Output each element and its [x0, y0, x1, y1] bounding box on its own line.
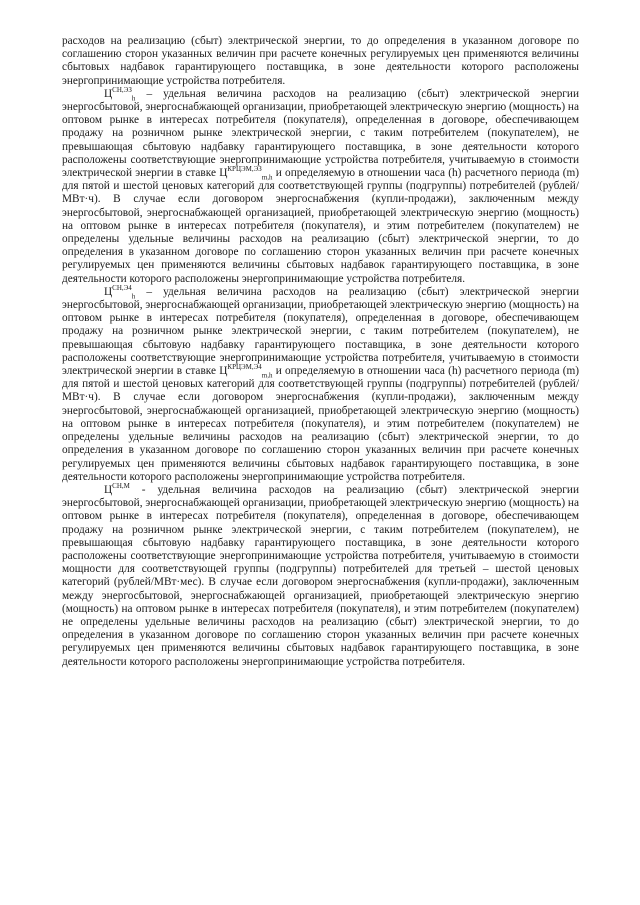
paragraph-continuation: [62, 35, 579, 88]
paragraph-text: – удельная величина расходов на реализацию (сбыт) электрической энергии энергосбытовой, энергоснабжающей организации, приобретающей электрическую энергию (мощность) на оптовом рынке в интересах потребителя (покупателя), определенная в договоре, обеспечивающем продажу на розничном рынке электрической энергии, с таким потребителем (покупателем), не превышающая сбытовую надбавку гарантирующего поставщика, в зоне деятельности которого расположены соответствующие энергопринимающие устройства потребителя, учитываемую в стоимости электрической энергии в ставке: [62, 285, 579, 378]
symbol-c-sn-m: $Ц^{СН,М}$: [104, 482, 130, 496]
paragraph-csn-e3-definition: [62, 88, 579, 286]
paragraph-text: и определяемую в отношении часа (h) расчетного периода (m) для пятой и шестой ценовых категорий для соответствующей группы (подгруппы) потребителей (рублей/МВт·ч). В случае если договором энергоснабжения (купли-продажи), заключенным между энергосбытовой, энергоснабжающей организацией, приобретающей электрическую энергию (мощность) на оптовом рынке в интересах потребителя (покупателя), и этим потребителем (покупателем) не определены удельные величины расходов на реализацию (сбыт) электрической энергии, то до определения в указанном договоре по соглашению сторон указанных величин при расчете конечных регулируемых цен применяются величины сбытовых надбавок гарантирующего поставщика, в зоне деятельности которого расположены энергопринимающие устройства потребителя.: [62, 167, 580, 285]
paragraph-csn-m-definition: [62, 484, 579, 669]
symbol-c-sn-e4: $Ц^{СН,Э4}_h$: [104, 284, 136, 301]
paragraph-text: и определяемую в отношении часа (h) расчетного периода (m) для пятой и шестой ценовых категорий для соответствующей группы (подгруппы) потребителей (рублей/МВт·ч). В случае если договором энергоснабжения (купли-продажи), заключенным между энергосбытовой, энергоснабжающей организацией, приобретающей электрическую энергию (мощность) на оптовом рынке в интересах потребителя (покупателя), и этим потребителем (покупателем) не определены удельные величины расходов на реализацию (сбыт) электрической энергии, то до определения в указанном договоре по соглашению сторон указанных величин при расчете конечных регулируемых цен применяются величины сбытовых надбавок гарантирующего поставщика, в зоне деятельности которого расположены энергопринимающие устройства потребителя.: [62, 365, 580, 483]
paragraph-csn-e4-definition: [62, 286, 579, 484]
symbol-c-krcem-e3: $Ц^{КРЦЭМ,ЭЗ}_{m,h}$: [219, 165, 273, 182]
document-page: [62, 35, 579, 669]
symbol-c-krcem-e4: $Ц^{КРЦЭМ,Э4}_{m,h}$: [219, 363, 273, 380]
symbol-c-sn-e3: $Ц^{СН,ЭЗ}_h$: [104, 86, 136, 103]
paragraph-text: расходов на реализацию (сбыт) электрической энергии, то до определения в указанном договоре по соглашению сторон указанных величин при расчете конечных регулируемых цен применяются величины сбытовых надбавок гарантирующего поставщика, в зоне деятельности которого расположены энергопринимающие устройства потребителя.: [62, 35, 579, 87]
paragraph-text: - удельная величина расходов на реализацию (сбыт) электрической энергии энергосбытовой, энергоснабжающей организации, приобретающей электрическую энергию (мощность) на оптовом рынке в интересах потребителя (покупателя), определенная в договоре, обеспечивающем продажу на розничном рынке электрической энергии, с таким потребителем (покупателем), не превышающая сбытовую надбавку гарантирующего поставщика, в зоне деятельности которого расположены соответствующие энергопринимающие устройства потребителя, учитываемую в стоимости мощности для соответствующей группы (подгруппы) потребителей для третьей – шестой ценовых категорий (рублей/МВт·мес). В случае если договором энергоснабжения (купли-продажи), заключенным между энергосбытовой, энергоснабжающей организацией, приобретающей электрическую энергию (мощность) на оптовом рынке в интересах потребителя (покупателя), и этим потребителем (покупателем) не определены удельные величины расходов на реализацию (сбыт) электрической энергии, то до определения в указанном договоре по соглашению сторон указанных величин при расчете конечных регулируемых цен применяются величины сбытовых надбавок гарантирующего поставщика, в зоне деятельности которого расположены энергопринимающие устройства потребителя.: [62, 483, 579, 668]
paragraph-text: – удельная величина расходов на реализацию (сбыт) электрической энергии энергосбытовой, энергоснабжающей организации, приобретающей электрическую энергию (мощность) на оптовом рынке в интересах потребителя (покупателя), определенная в договоре, обеспечивающем продажу на розничном рынке электрической энергии, с таким потребителем (покупателем), не превышающая сбытовую надбавку гарантирующего поставщика, в зоне деятельности которого расположены соответствующие энергопринимающие устройства потребителя, учитываемую в стоимости электрической энергии в ставке: [62, 87, 579, 180]
